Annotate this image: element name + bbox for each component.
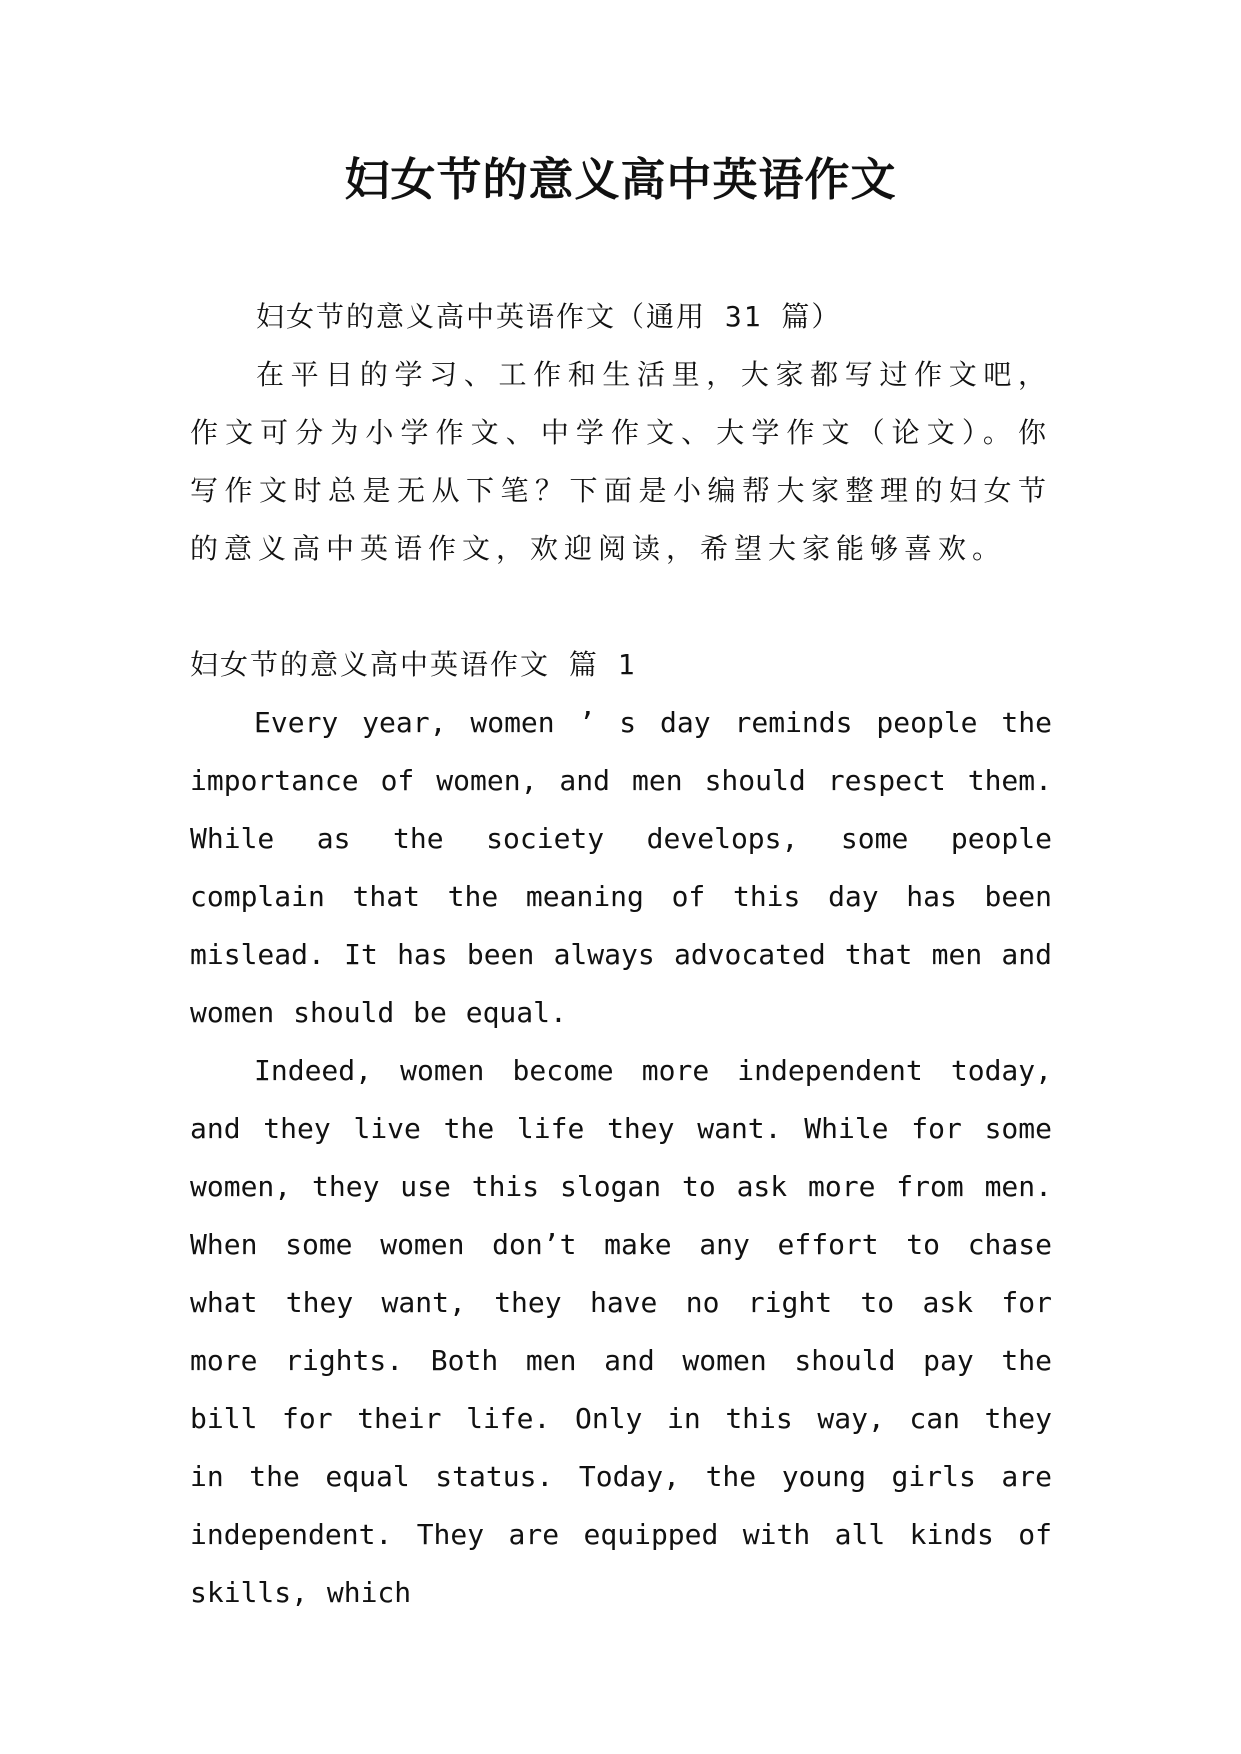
section-heading: 妇女节的意义高中英语作文 篇 1 — [190, 648, 637, 681]
document-title: 妇女节的意义高中英语作文 — [344, 153, 897, 206]
essay-paragraph: Every year, women ’ s day reminds people the importance of women, and men should respect them. While as the society develops, some people complain that the meaning of this day has been mislead. It has been always advocated that men and women should be equal. — [190, 706, 1052, 1029]
document-subtitle: 妇女节的意义高中英语作文（通用 31 篇） — [256, 300, 842, 333]
essay-paragraph: Indeed, women become more independent today, and they live the life they want. While for some women, they use this slogan to ask more from men. When some women don’t make any effort to chase what they want, they have no right to ask for more rights. Both men and women should pay the bill for their life. Only in this way, can they in the equal status. Today, the young girls are independent. They are equipped with all kinds of skills, which — [190, 1054, 1052, 1609]
intro-paragraph: 在平日的学习、工作和生活里，大家都写过作文吧，作文可分为小学作文、中学作文、大学作文（论文）。你写作文时总是无从下笔？下面是小编帮大家整理的妇女节的意义高中英语作文，欢迎阅读，希望大家能够喜欢。 — [190, 358, 1052, 565]
